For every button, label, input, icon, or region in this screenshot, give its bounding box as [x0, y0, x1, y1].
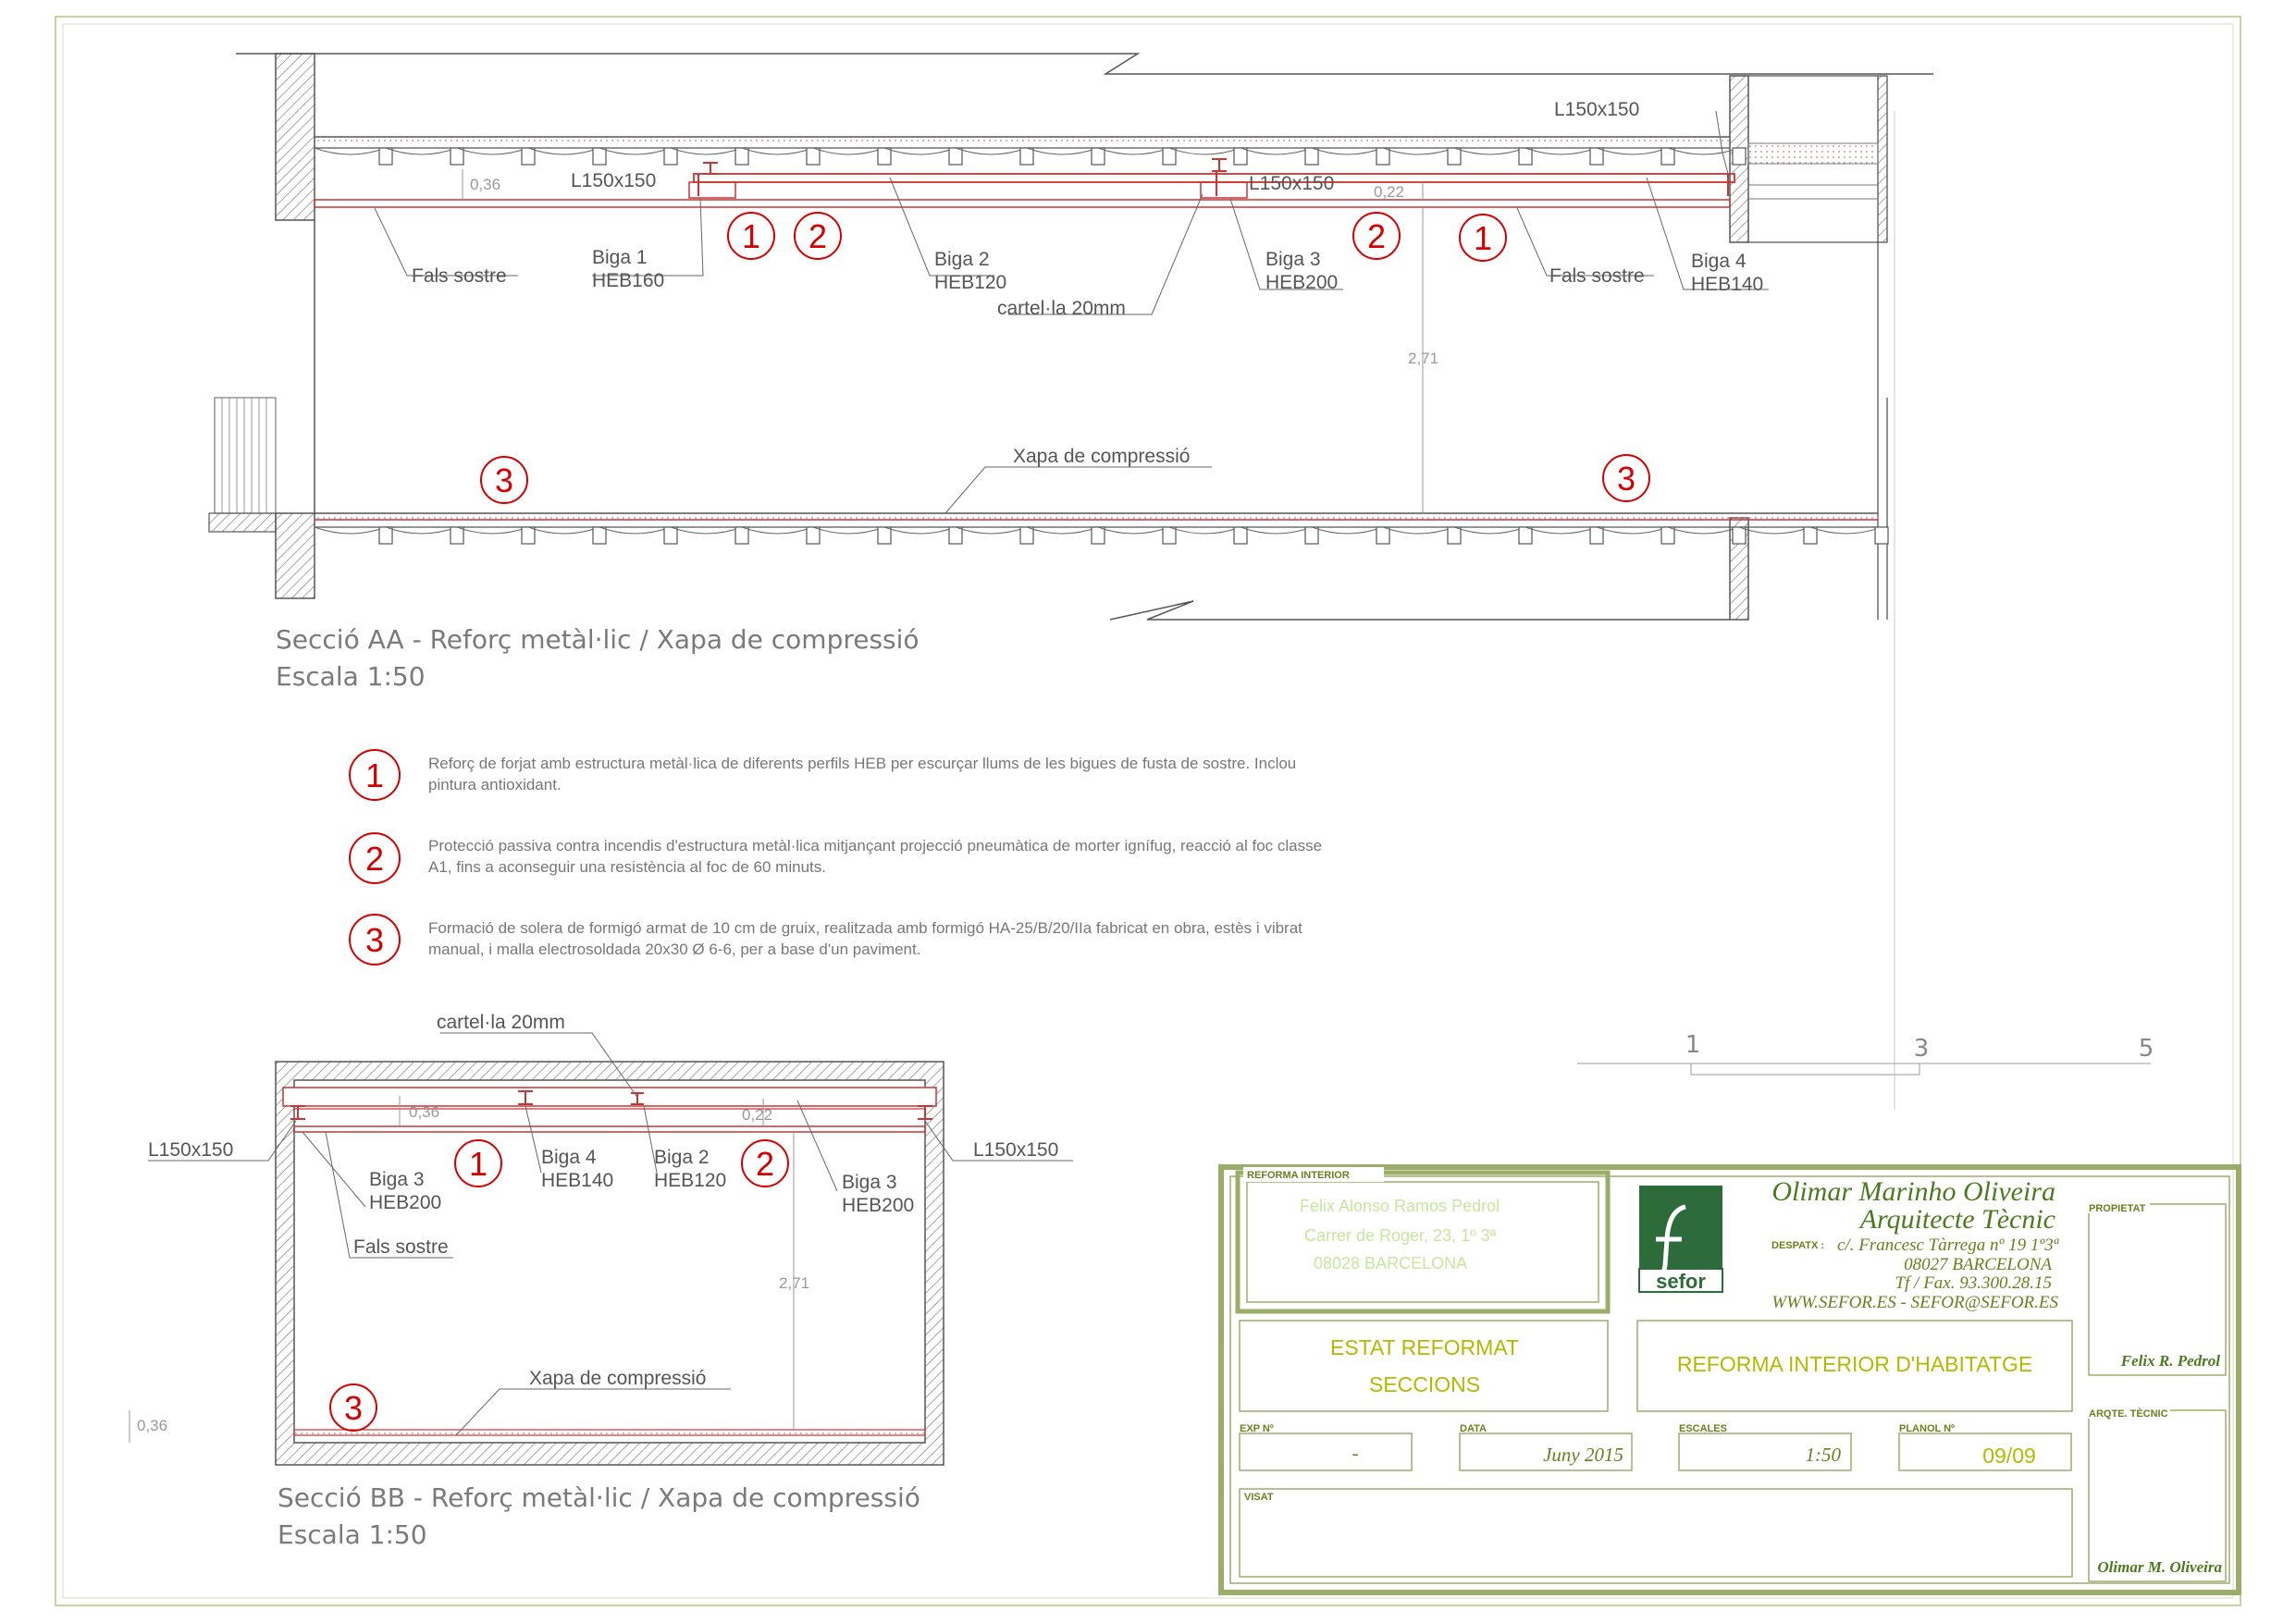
aa-label-l150-left: L150x150 [571, 170, 657, 191]
svg-text:2: 2 [364, 840, 385, 878]
svg-text:2: 2 [808, 217, 828, 255]
aa-scale: Escala 1:50 [276, 661, 426, 692]
vault-arc [1383, 527, 1454, 534]
bb-compression-slab [294, 1430, 925, 1435]
joist-section [379, 527, 392, 544]
svg-text:2: 2 [1366, 217, 1387, 255]
aa-left-wall-top [276, 54, 315, 220]
bb-dim-271: 2,71 [779, 1274, 810, 1292]
aa-balcony-slab [209, 513, 276, 532]
joist-section [1163, 527, 1176, 544]
vault-arc [1668, 148, 1739, 154]
vault-arc [457, 148, 528, 154]
bb-label-heb200-a: HEB200 [369, 1192, 442, 1213]
aa-label-cartela: cartel·la 20mm [997, 298, 1126, 319]
aa-label-heb120: HEB120 [934, 272, 1007, 293]
sefor-logo-text: sefor [1656, 1270, 1706, 1293]
propietat-signature: Felix R. Pedrol [2120, 1352, 2220, 1370]
vault-arc [1525, 148, 1597, 154]
vault-arc [813, 148, 884, 154]
vault-arc [528, 527, 599, 534]
vault-arc [1454, 148, 1525, 154]
visat-caption: VISAT [1244, 1492, 1274, 1503]
joist-section [807, 527, 820, 544]
vault-arc [457, 527, 528, 534]
joist-section [1305, 148, 1318, 165]
vault-arc [1668, 527, 1739, 534]
client-line-1: Felix Alonso Ramos Pedrol [1300, 1197, 1500, 1215]
vault-arc [813, 527, 884, 534]
vault-arc [528, 148, 599, 154]
svg-text:1: 1 [468, 1145, 488, 1183]
joist-section [1448, 148, 1461, 165]
vault-arc [1098, 527, 1169, 534]
bb-dim-022: 0,22 [742, 1106, 773, 1124]
note-1 [350, 750, 1296, 800]
aa-floor-vaults [315, 527, 1888, 544]
vault-arc [315, 148, 386, 154]
vault-arc [386, 148, 457, 154]
vault-arc [1169, 527, 1241, 534]
vault-arc [1525, 527, 1597, 534]
aa-marker-1a [728, 213, 774, 259]
svg-text:2: 2 [755, 1145, 775, 1183]
bb-label-heb200-b: HEB200 [842, 1195, 915, 1216]
aa-compression-slab [315, 513, 1878, 520]
joist-section [593, 527, 606, 544]
vault-arc [1739, 527, 1810, 534]
joist-section [1163, 148, 1176, 165]
aa-label-fals-sostre-2: Fals sostre [1549, 265, 1645, 287]
aa-l150-plate-1 [689, 182, 735, 198]
title-block [1221, 1167, 2239, 1592]
arqte-caption: ARQTE. TÈCNIC [2089, 1408, 2168, 1420]
aa-label-l150-top: L150x150 [1554, 99, 1640, 120]
bb-dim-036: 0,36 [409, 1103, 440, 1121]
propietat-caption: PROPIETAT [2089, 1203, 2146, 1214]
bb-label-biga4: Biga 4 [541, 1147, 597, 1168]
aa-marker-2a [795, 213, 841, 259]
joist-section [1376, 527, 1389, 544]
graphic-scale [1577, 1031, 2154, 1075]
aa-label-biga3: Biga 3 [1265, 249, 1321, 270]
bb-label-cartela: cartel·la 20mm [437, 1012, 565, 1033]
bb-label-heb140: HEB140 [541, 1170, 614, 1191]
aa-break-line-top [236, 54, 1933, 74]
architect-title: Arquitecte Tècnic [1859, 1204, 2055, 1235]
architect-name: Olimar Marinho Oliveira [1771, 1176, 2055, 1207]
note-3-line-1: Formació de solera de formigó armat de 10 cm de gruix, realitzada amb formigó HA-25/B/20/IIa fabricat en obra, estès i vibrat [428, 919, 1302, 937]
reforma-caption: REFORMA INTERIOR [1247, 1170, 1350, 1181]
joist-section [807, 148, 820, 165]
aa-label-biga2: Biga 2 [934, 249, 990, 270]
exp-caption: EXP Nº [1240, 1423, 1274, 1434]
aa-steel-beam-line [694, 174, 1734, 182]
notes-legend [350, 750, 1322, 965]
joist-section [1376, 148, 1389, 165]
joist-section [949, 527, 962, 544]
scale-tick-5: 5 [2138, 1035, 2154, 1063]
note-1-line-2: pintura antioxidant. [428, 776, 562, 793]
architect-phone: Tf / Fax. 93.300.28.15 [1895, 1273, 2052, 1293]
aa-marker-3a [481, 457, 527, 503]
aa-false-ceiling [315, 200, 1730, 207]
architect-city: 08027 BARCELONA [1904, 1255, 2052, 1274]
aa-label-xapa: Xapa de compressió [1013, 446, 1191, 467]
vault-arc [1454, 527, 1525, 534]
scale-tick-3: 3 [1913, 1035, 1930, 1063]
data-value: Juny 2015 [1543, 1444, 1623, 1466]
estat-box [1240, 1321, 1608, 1411]
note-2-line-2: A1, fins a aconseguir una resistència al foc de 60 minuts. [428, 858, 826, 876]
aa-heb-section-1 [703, 163, 718, 174]
aa-label-heb140: HEB140 [1691, 274, 1764, 295]
aa-title: Secció AA - Reforç metàl·lic / Xapa de compressió [276, 624, 920, 655]
joist-section [1020, 148, 1033, 165]
joist-section [1234, 527, 1247, 544]
joist-section [1661, 527, 1674, 544]
aa-dim-271: 2,71 [1408, 350, 1439, 367]
joist-section [522, 148, 535, 165]
joist-section [1305, 527, 1318, 544]
vault-arc [1098, 148, 1169, 154]
vault-arc [671, 148, 742, 154]
client-line-3: 08028 BARCELONA [1314, 1254, 1468, 1273]
joist-section [1733, 148, 1746, 165]
bb-label-l150-left: L150x150 [148, 1139, 234, 1161]
joist-section [1020, 527, 1033, 544]
vault-arc [1312, 148, 1383, 154]
joist-section [878, 148, 891, 165]
bb-label-xapa: Xapa de compressió [529, 1368, 707, 1389]
aa-marker-2b [1353, 213, 1400, 259]
vault-arc [1810, 527, 1882, 534]
despatx-caption: DESPATX : [1771, 1240, 1825, 1251]
joist-section [1092, 527, 1105, 544]
svg-text:3: 3 [1616, 460, 1636, 498]
aa-label-biga4: Biga 4 [1691, 251, 1747, 272]
vault-arc [599, 527, 671, 534]
vault-arc [1597, 148, 1668, 154]
joist-section [1590, 148, 1603, 165]
joist-section [1519, 148, 1532, 165]
aa-marker-3b [1603, 455, 1649, 501]
joist-section [522, 527, 535, 544]
aa-label-heb160: HEB160 [592, 270, 665, 291]
vault-arc [956, 527, 1027, 534]
joist-section [379, 148, 392, 165]
aa-label-l150-mid: L150x150 [1249, 173, 1335, 194]
visat-box [1240, 1489, 2072, 1577]
joist-section [1875, 527, 1888, 544]
joist-section [1590, 527, 1603, 544]
joist-section [1092, 148, 1105, 165]
aa-marker-1b [1460, 215, 1506, 261]
svg-text:1: 1 [1473, 219, 1493, 257]
planol-value: 09/09 [1982, 1444, 2036, 1468]
aa-ceiling-vaults [315, 148, 1746, 165]
bb-scale: Escala 1:50 [278, 1519, 427, 1550]
vault-arc [956, 148, 1027, 154]
arqte-signature: Olimar M. Oliveira [2097, 1558, 2222, 1576]
bb-beam [283, 1088, 936, 1106]
vault-arc [671, 527, 742, 534]
aa-heb-section-2 [1212, 159, 1227, 171]
note-1-line-1: Reforç de forjat amb estructura metàl·lica de diferents perfils HEB per escurçar llums de les bigues de fusta de sostre. Inclou [428, 755, 1297, 772]
aa-l150-plate-2 [1201, 182, 1247, 198]
joist-section [664, 148, 677, 165]
section-bb [130, 1012, 1073, 1550]
aa-label-heb200: HEB200 [1265, 272, 1339, 293]
vault-arc [315, 527, 386, 534]
propietat-box [2089, 1204, 2226, 1375]
joist-section [878, 527, 891, 544]
joist-section [664, 527, 677, 544]
svg-text:1: 1 [741, 217, 761, 255]
svg-text:1: 1 [364, 756, 385, 794]
joist-section [593, 148, 606, 165]
vault-arc [742, 527, 813, 534]
bb-label-biga3-b: Biga 3 [842, 1172, 897, 1193]
vault-arc [1241, 148, 1312, 154]
vault-arc [1597, 527, 1668, 534]
svg-text:3: 3 [494, 461, 514, 499]
joist-section [1733, 527, 1746, 544]
estat-line-2: SECCIONS [1368, 1372, 1481, 1396]
svg-text:3: 3 [343, 1389, 364, 1427]
vault-arc [1027, 148, 1098, 154]
vault-arc [599, 148, 671, 154]
aa-dim-036: 0,36 [470, 176, 501, 193]
vault-arc [742, 148, 813, 154]
project-name: REFORMA INTERIOR D'HABITATGE [1676, 1352, 2033, 1376]
joist-section [1661, 148, 1674, 165]
joist-section [1234, 148, 1247, 165]
scale-tick-1: 1 [1685, 1031, 1701, 1059]
joist-section [735, 527, 748, 544]
arqte-box [2089, 1410, 2226, 1581]
exp-field [1240, 1433, 1412, 1470]
bb-label-biga2: Biga 2 [654, 1147, 710, 1168]
estat-line-1: ESTAT REFORMAT [1329, 1335, 1520, 1359]
vault-arc [884, 527, 956, 534]
aa-left-wall-bottom [276, 513, 315, 598]
joist-section [1448, 527, 1461, 544]
vault-arc [1027, 527, 1098, 534]
escales-caption: ESCALES [1679, 1423, 1727, 1434]
joist-section [735, 148, 748, 165]
bb-label-fals-sostre: Fals sostre [353, 1236, 449, 1258]
client-line-2: Carrer de Roger, 23, 1º 3ª [1304, 1226, 1497, 1245]
aa-label-fals-sostre-1: Fals sostre [412, 265, 507, 287]
data-caption: DATA [1460, 1423, 1487, 1434]
aa-dim-022: 0,22 [1374, 183, 1405, 201]
note-2 [350, 833, 1322, 883]
joist-section [451, 148, 463, 165]
aa-break-line-bottom [1110, 601, 1730, 620]
aa-label-biga1: Biga 1 [592, 247, 648, 268]
bb-title: Secció BB - Reforç metàl·lic / Xapa de compressió [278, 1482, 920, 1513]
note-3-line-2: manual, i malla electrosoldada 20x30 Ø 6-6, per a base d'un paviment. [428, 941, 921, 958]
bb-label-l150-right: L150x150 [973, 1139, 1059, 1161]
vault-arc [1312, 527, 1383, 534]
architect-web: WWW.SEFOR.ES - SEFOR@SEFOR.ES [1771, 1293, 2058, 1312]
bb-label-heb120: HEB120 [654, 1170, 727, 1191]
joist-section [949, 148, 962, 165]
vault-arc [1383, 148, 1454, 154]
vault-arc [884, 148, 956, 154]
joist-section [451, 527, 463, 544]
vault-arc [386, 527, 457, 534]
planol-caption: PLANOL Nº [1899, 1423, 1956, 1434]
note-2-line-1: Protecció passiva contra incendis d'estructura metàl·lica mitjançant projecció pneumàtica de morter ignífug, reacció al foc classe [428, 837, 1323, 855]
note-3 [350, 915, 1302, 965]
svg-text:3: 3 [364, 921, 385, 959]
bb-dim-036-out: 0,36 [137, 1417, 168, 1434]
bb-label-biga3-a: Biga 3 [369, 1169, 425, 1190]
escales-value: 1:50 [1805, 1444, 1841, 1466]
vault-arc [1169, 148, 1241, 154]
architect-address: c/. Francesc Tàrrega nº 19 1º3ª [1836, 1236, 2058, 1255]
joist-section [1804, 527, 1817, 544]
joist-section [1519, 527, 1532, 544]
vault-arc [1241, 527, 1312, 534]
exp-value: - [1352, 1442, 1359, 1464]
